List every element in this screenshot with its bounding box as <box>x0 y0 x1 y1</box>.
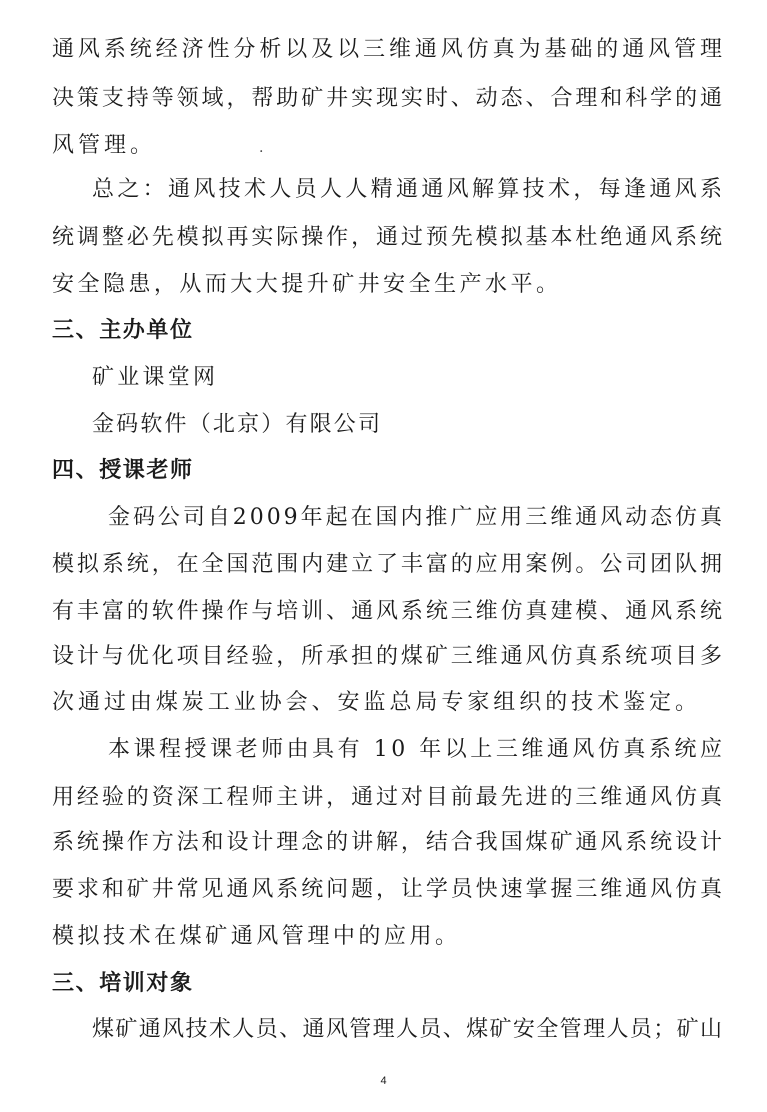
intro-line-1: 通风系统经济性分析以及以三维通风仿真为基础的通风管理 <box>52 37 726 62</box>
instructor-paragraph-line-5: 模拟技术在煤矿通风管理中的应用。 <box>52 924 461 949</box>
stray-mark: . <box>259 140 264 156</box>
intro-line-2: 决策支持等领域，帮助矿井实现实时、动态、合理和科学的通 <box>52 86 725 111</box>
instructor-paragraph-line-1: 本课程授课老师由具有 10 年以上三维通风仿真系统应 <box>108 737 726 762</box>
organizer-item: 矿业课堂网 <box>92 365 219 390</box>
page-number: 4 <box>380 1075 387 1087</box>
company-paragraph-line-5: 次通过由煤炭工业协会、安监总局专家组织的技术鉴定。 <box>52 690 701 715</box>
company-paragraph-line-4: 设计与优化项目经验，所承担的煤矿三维通风仿真系统项目多 <box>52 644 725 669</box>
audience-line-1: 煤矿通风技术人员、通风管理人员、煤矿安全管理人员；矿山 <box>92 1017 724 1042</box>
summary-line-3: 安全隐患，从而大大提升矿井安全生产水平。 <box>52 272 562 297</box>
section-heading-instructors: 四、授课老师 <box>52 457 194 483</box>
company-paragraph-line-2: 模拟系统，在全国范围内建立了丰富的应用案例。公司团队拥 <box>52 552 725 577</box>
summary-line-2: 统调整必先模拟再实际操作，通过预先模拟基本杜绝通风系统 <box>52 225 725 250</box>
instructor-paragraph-line-2: 用经验的资深工程师主讲，通过对目前最先进的三维通风仿真 <box>52 785 725 810</box>
instructor-paragraph-line-3: 系统操作方法和设计理念的讲解，结合我国煤矿通风系统设计 <box>52 830 725 855</box>
company-paragraph-line-3: 有丰富的软件操作与培训、通风系统三维仿真建模、通风系统 <box>52 599 725 624</box>
summary-line-1: 总之：通风技术人员人人精通通风解算技术，每逢通风系 <box>92 177 726 202</box>
company-paragraph-line-1: 金码公司自2009年起在国内推广应用三维通风动态仿真 <box>108 505 725 530</box>
section-heading-audience: 三、培训对象 <box>52 970 194 996</box>
instructor-paragraph-line-4: 要求和矿井常见通风系统问题，让学员快速掌握三维通风仿真 <box>52 877 725 902</box>
organizer-item: 金码软件（北京）有限公司 <box>92 412 383 437</box>
intro-line-3: 风管理。 <box>52 133 156 158</box>
section-heading-organizers: 三、主办单位 <box>52 317 194 343</box>
